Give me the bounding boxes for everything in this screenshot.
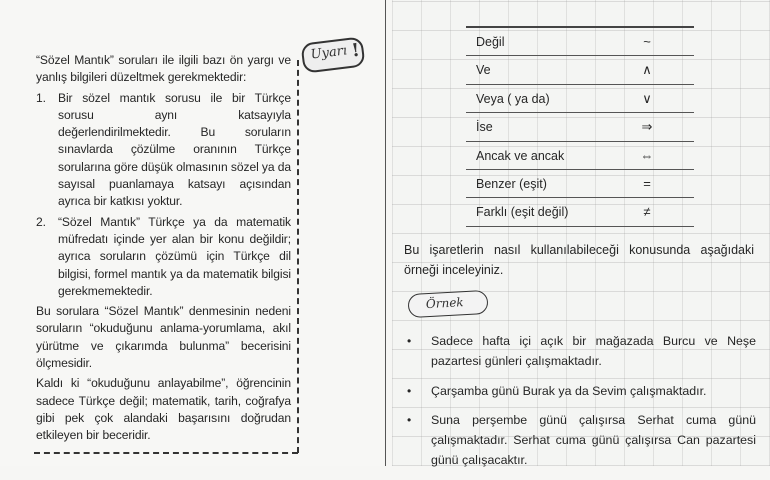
table-row: [466, 28, 694, 56]
example-label: Örnek: [425, 295, 464, 312]
warning-item-2: [36, 214, 291, 300]
symbol-cell: =: [643, 175, 651, 191]
table-row: [466, 85, 694, 113]
list-item: [404, 331, 756, 372]
bullet-text: Suna perşembe günü çalışırsa Serhat cuma günü çalışmaktadır. Serhat cuma günü çalışırsa Can pazartesi günü çalışacaktır.: [431, 412, 756, 468]
symbol-cell: ∨: [642, 90, 652, 106]
left-page: [0, 0, 384, 466]
term-cell: İse: [476, 120, 493, 135]
term-cell: Farklı (eşit değil): [476, 205, 569, 220]
table-row: [466, 170, 694, 198]
warning-intro: “Sözel Mantık” soruları ile ilgili bazı ön yargı ve yanlış bilgileri düzeltmek gerekmektedir:: [36, 53, 291, 85]
logic-symbol-table: [466, 26, 694, 227]
symbol-cell: ~: [643, 34, 651, 49]
warning-paragraph-3: Kaldı ki “okuduğunu anlayabilme”, öğrencinin sadece Türkçe değil; matematik, tarih, coğrafya gibi pek çok alandaki başarısını doğrudan etkileyen bir beceridir.: [36, 376, 291, 443]
item-number: 2.: [36, 214, 46, 229]
list-item: [404, 381, 756, 401]
term-cell: Benzer (eşit): [476, 176, 547, 191]
bullet-text: Sadece hafta içi açık bir mağazada Burcu ve Neşe pazartesi günleri çalışmaktadır.: [431, 334, 756, 369]
list-item: [404, 410, 756, 471]
table-row: [466, 113, 694, 141]
warning-label: Uyarı: [309, 43, 348, 63]
warning-badge: [300, 36, 365, 73]
warning-item-1: [36, 90, 291, 211]
dashed-border-bottom: [34, 452, 298, 454]
example-bullets: [404, 331, 756, 480]
bullet-icon: •: [407, 334, 412, 348]
item-text: Bir sözel mantık sorusu ile bir Türkçe sorusu aynı katsayıyla değerlendirilmektedir. Bu soruların sınavlarda çözülme oranının Türkçe sorularına göre düşük olmasının sözel ya da sayısal puanlamaya katsayı açısından ayrıca bir katkısı yoktur.: [58, 90, 292, 209]
symbol-cell: ⇒: [641, 119, 653, 135]
example-badge: [407, 290, 488, 318]
page-gutter: [385, 0, 386, 466]
table-row: [466, 198, 694, 226]
symbol-cell: ∧: [642, 62, 652, 78]
table-row: [466, 142, 694, 170]
example-intro: Bu işaretlerin nasıl kullanılabileceği konusunda aşağıdaki örneği inceleyiniz.: [404, 243, 754, 277]
bullet-icon: •: [407, 412, 412, 427]
item-number: 1.: [36, 90, 46, 105]
term-cell: Ve: [476, 63, 491, 78]
term-cell: Ancak ve ancak: [476, 148, 565, 163]
exclamation-icon: !: [350, 39, 361, 62]
warning-list: [36, 90, 291, 301]
symbol-cell: ⇔: [640, 147, 654, 163]
symbol-cell: ≠: [643, 204, 651, 220]
warning-box-text: [36, 52, 291, 448]
bullet-icon: •: [407, 383, 412, 398]
dashed-border-right: [297, 60, 299, 453]
term-cell: Değil: [476, 35, 505, 49]
term-cell: Veya ( ya da): [476, 91, 550, 106]
warning-paragraph-2: Bu sorulara “Sözel Mantık” denmesinin nedeni soruların “okuduğunu anlama-yorumlama, akıl yürütme ve çıkarımda bulunma” becerisini ölçmesidir.: [36, 304, 291, 371]
table-row: [466, 56, 694, 84]
bullet-text: Çarşamba günü Burak ya da Sevim çalışmaktadır.: [431, 383, 707, 398]
item-text: “Sözel Mantık” Türkçe ya da matematik müfredatı içinde yer alan bir konu değildir; ayrıca soruların çözümü için Türkçe dil bilgisi, formel mantık ya da matematik bilgisi gerekmemektedir.: [58, 214, 291, 298]
